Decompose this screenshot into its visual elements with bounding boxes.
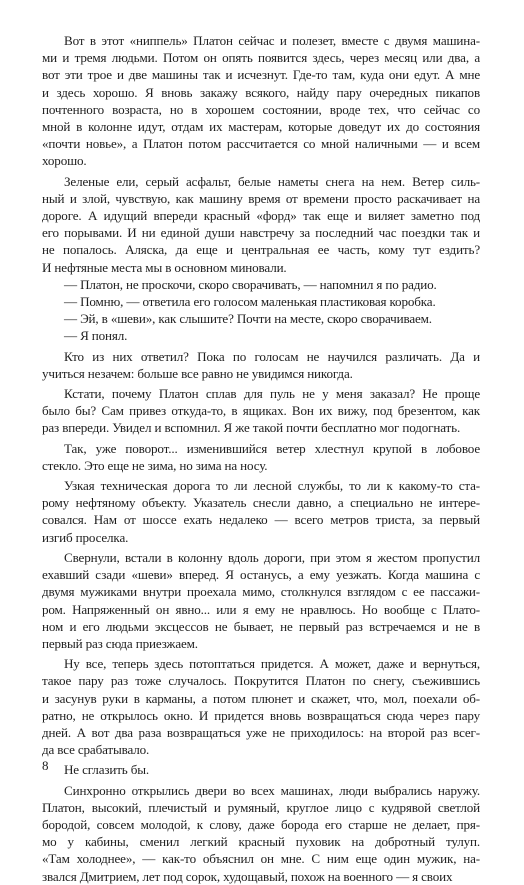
text-line: и здесь хорошо. Я вновь закажу всякого, найду пару очередных пикапов xyxy=(42,84,480,100)
text-line: И нефтяные места мы в основном миновали. xyxy=(42,259,287,275)
text-line: ратно, не открылось окно. И придется вновь возвращаться сюда через пару xyxy=(42,707,480,723)
text-line: дней. А вот два раза возвращаться уже не приходилось: на второй раз всег- xyxy=(42,724,480,740)
text-line: Платон, высокий, плечистый и румяный, круглое лицо с кудрявой светлой xyxy=(42,799,480,815)
text-line: Вот в этот «ниппель» Платон сейчас и полезет, вместе с двумя машина- xyxy=(64,33,480,48)
paragraph xyxy=(42,549,480,652)
text-line: мной в колонне идут, отдам их мастерам, которые доведут их до состояния xyxy=(42,119,480,135)
page-number: 8 xyxy=(42,758,49,773)
text-line: учиться незачем: больше все равно не увидимся никогда. xyxy=(42,365,353,381)
text-line: Зеленые ели, серый асфальт, белые наметы снега на нем. Ветер силь- xyxy=(64,173,480,189)
page-text xyxy=(42,32,480,885)
text-line: первый раз сюда приезжаем. xyxy=(42,635,198,651)
paragraph xyxy=(42,655,480,758)
paragraph xyxy=(42,293,480,310)
text-line: изгиб проселка. xyxy=(42,529,129,545)
text-line: его порывами. И ни единой души навстречу за последний час поездки так и xyxy=(42,225,480,241)
text-line: раз впереди. Увидел и вспомнил. Я же такой почти бесплатно мог подогнать. xyxy=(42,420,461,436)
text-line: вот эти трое и две машины так и исчезнут. Где-то там, куда они едут. А мне xyxy=(42,67,480,83)
text-line: «Там холоднее», — как-то объяснил он мне. С ним еще один мужик, на- xyxy=(42,851,480,867)
text-line: стекло. Это еще не зима, но зима на носу. xyxy=(42,457,268,473)
text-line: почтенного возраста, но в хорошем состоянии, вроде тех, что сейчас со xyxy=(42,101,480,117)
text-line: Ну все, теперь здесь потоптаться придется. А может, даже и вернуться, xyxy=(64,656,480,672)
paragraph xyxy=(42,440,480,474)
text-line: — Платон, не проскочи, скоро сворачивать, — напомнил я по радио. xyxy=(64,276,437,292)
text-line: бородой, совсем молодой, к слову, даже борода его старше не делает, пря- xyxy=(42,816,480,832)
text-line: — Я понял. xyxy=(64,328,128,344)
text-line: совался. Нам от шоссе ехать недалеко — всего метров триста, за первый xyxy=(42,512,480,528)
paragraph xyxy=(42,477,480,546)
paragraph xyxy=(42,276,480,293)
text-line: мо у кабины, сменил легкий красный пуховик на добротный тулуп. xyxy=(42,834,480,850)
paragraph xyxy=(42,782,480,885)
text-line: Свернули, встали в колонну вдоль дороги, при этом я жестом пропустил xyxy=(64,549,480,565)
paragraph xyxy=(42,173,480,276)
text-line: Узкая техническая дорога то ли лесной службы, то ли к какому-то ста- xyxy=(64,478,480,494)
text-line: хорошо. xyxy=(42,153,87,169)
text-line: не попалось. Аляска, да еще и центральная ее часть, кому тут ездить? xyxy=(42,242,480,258)
text-line: — Эй, в «шеви», как слышите? Почти на месте, скоро сворачиваем. xyxy=(64,311,432,327)
text-line: Синхронно открылись двери во всех машинах, люди выбрались наружу. xyxy=(64,782,480,798)
paragraph xyxy=(42,385,480,437)
text-line: ный и злой, чувствую, как машину время от времени просто раскачивает на xyxy=(42,190,480,206)
text-line: Не сглазить бы. xyxy=(64,762,150,778)
text-line: рому нефтяному объекту. Указатель снесли давно, а специально не интере- xyxy=(42,495,480,511)
text-line: двумя мужиками внутри проехала мимо, столкнулся взглядом с ее пассажи- xyxy=(42,584,480,600)
text-line: «почти новье», а Платон потом рассчитается со мной наличными — и всем xyxy=(42,136,480,152)
paragraph xyxy=(42,327,480,344)
text-line: ехавший сзади «шеви» вперед. Я останусь, а ему уезжать. Когда машина с xyxy=(42,567,480,583)
paragraph xyxy=(42,310,480,327)
text-line: ми и тремя людьми. Потом он опять появится здесь, через месяц или два, а xyxy=(42,50,480,66)
text-line: было бы? Сам привез откуда-то, в ящиках. Вон их вижу, под брезентом, как xyxy=(42,403,480,419)
paragraph xyxy=(42,348,480,382)
paragraph xyxy=(42,32,480,170)
text-line: Кто из них ответил? Пока по голосам не научился различать. Да и xyxy=(64,348,480,364)
text-line: Кстати, почему Платон сплав для пуль не у меня заказал? Не проще xyxy=(64,386,480,402)
text-line: и засунув руки в карманы, а потом плюнет и скажет, что, мол, поехали об- xyxy=(42,690,480,706)
text-line: дороге. А идущий впереди красный «форд» так еще и виляет заметно под xyxy=(42,208,480,224)
paragraph xyxy=(42,761,480,778)
text-line: ром. Напряженный он явно... или я ему не нравлюсь. Но вообще с Плато- xyxy=(42,601,480,617)
text-line: звался Дмитрием, лет под сорок, худощавый, похож на военного — я своих xyxy=(42,868,453,884)
text-line: такое пару раз тоже случалось. Покрутится Платон по снегу, съежившись xyxy=(42,673,480,689)
text-line: Так, уже поворот... изменившийся ветер хлестнул крупой в лобовое xyxy=(64,440,480,456)
text-line: да все срабатывало. xyxy=(42,742,150,758)
text-line: — Помню, — ответила его голосом маленькая пластиковая коробка. xyxy=(64,294,436,310)
text-line: ном и его людьми эксцессов не бывает, не первый раз встречаемся и не в xyxy=(42,618,480,634)
